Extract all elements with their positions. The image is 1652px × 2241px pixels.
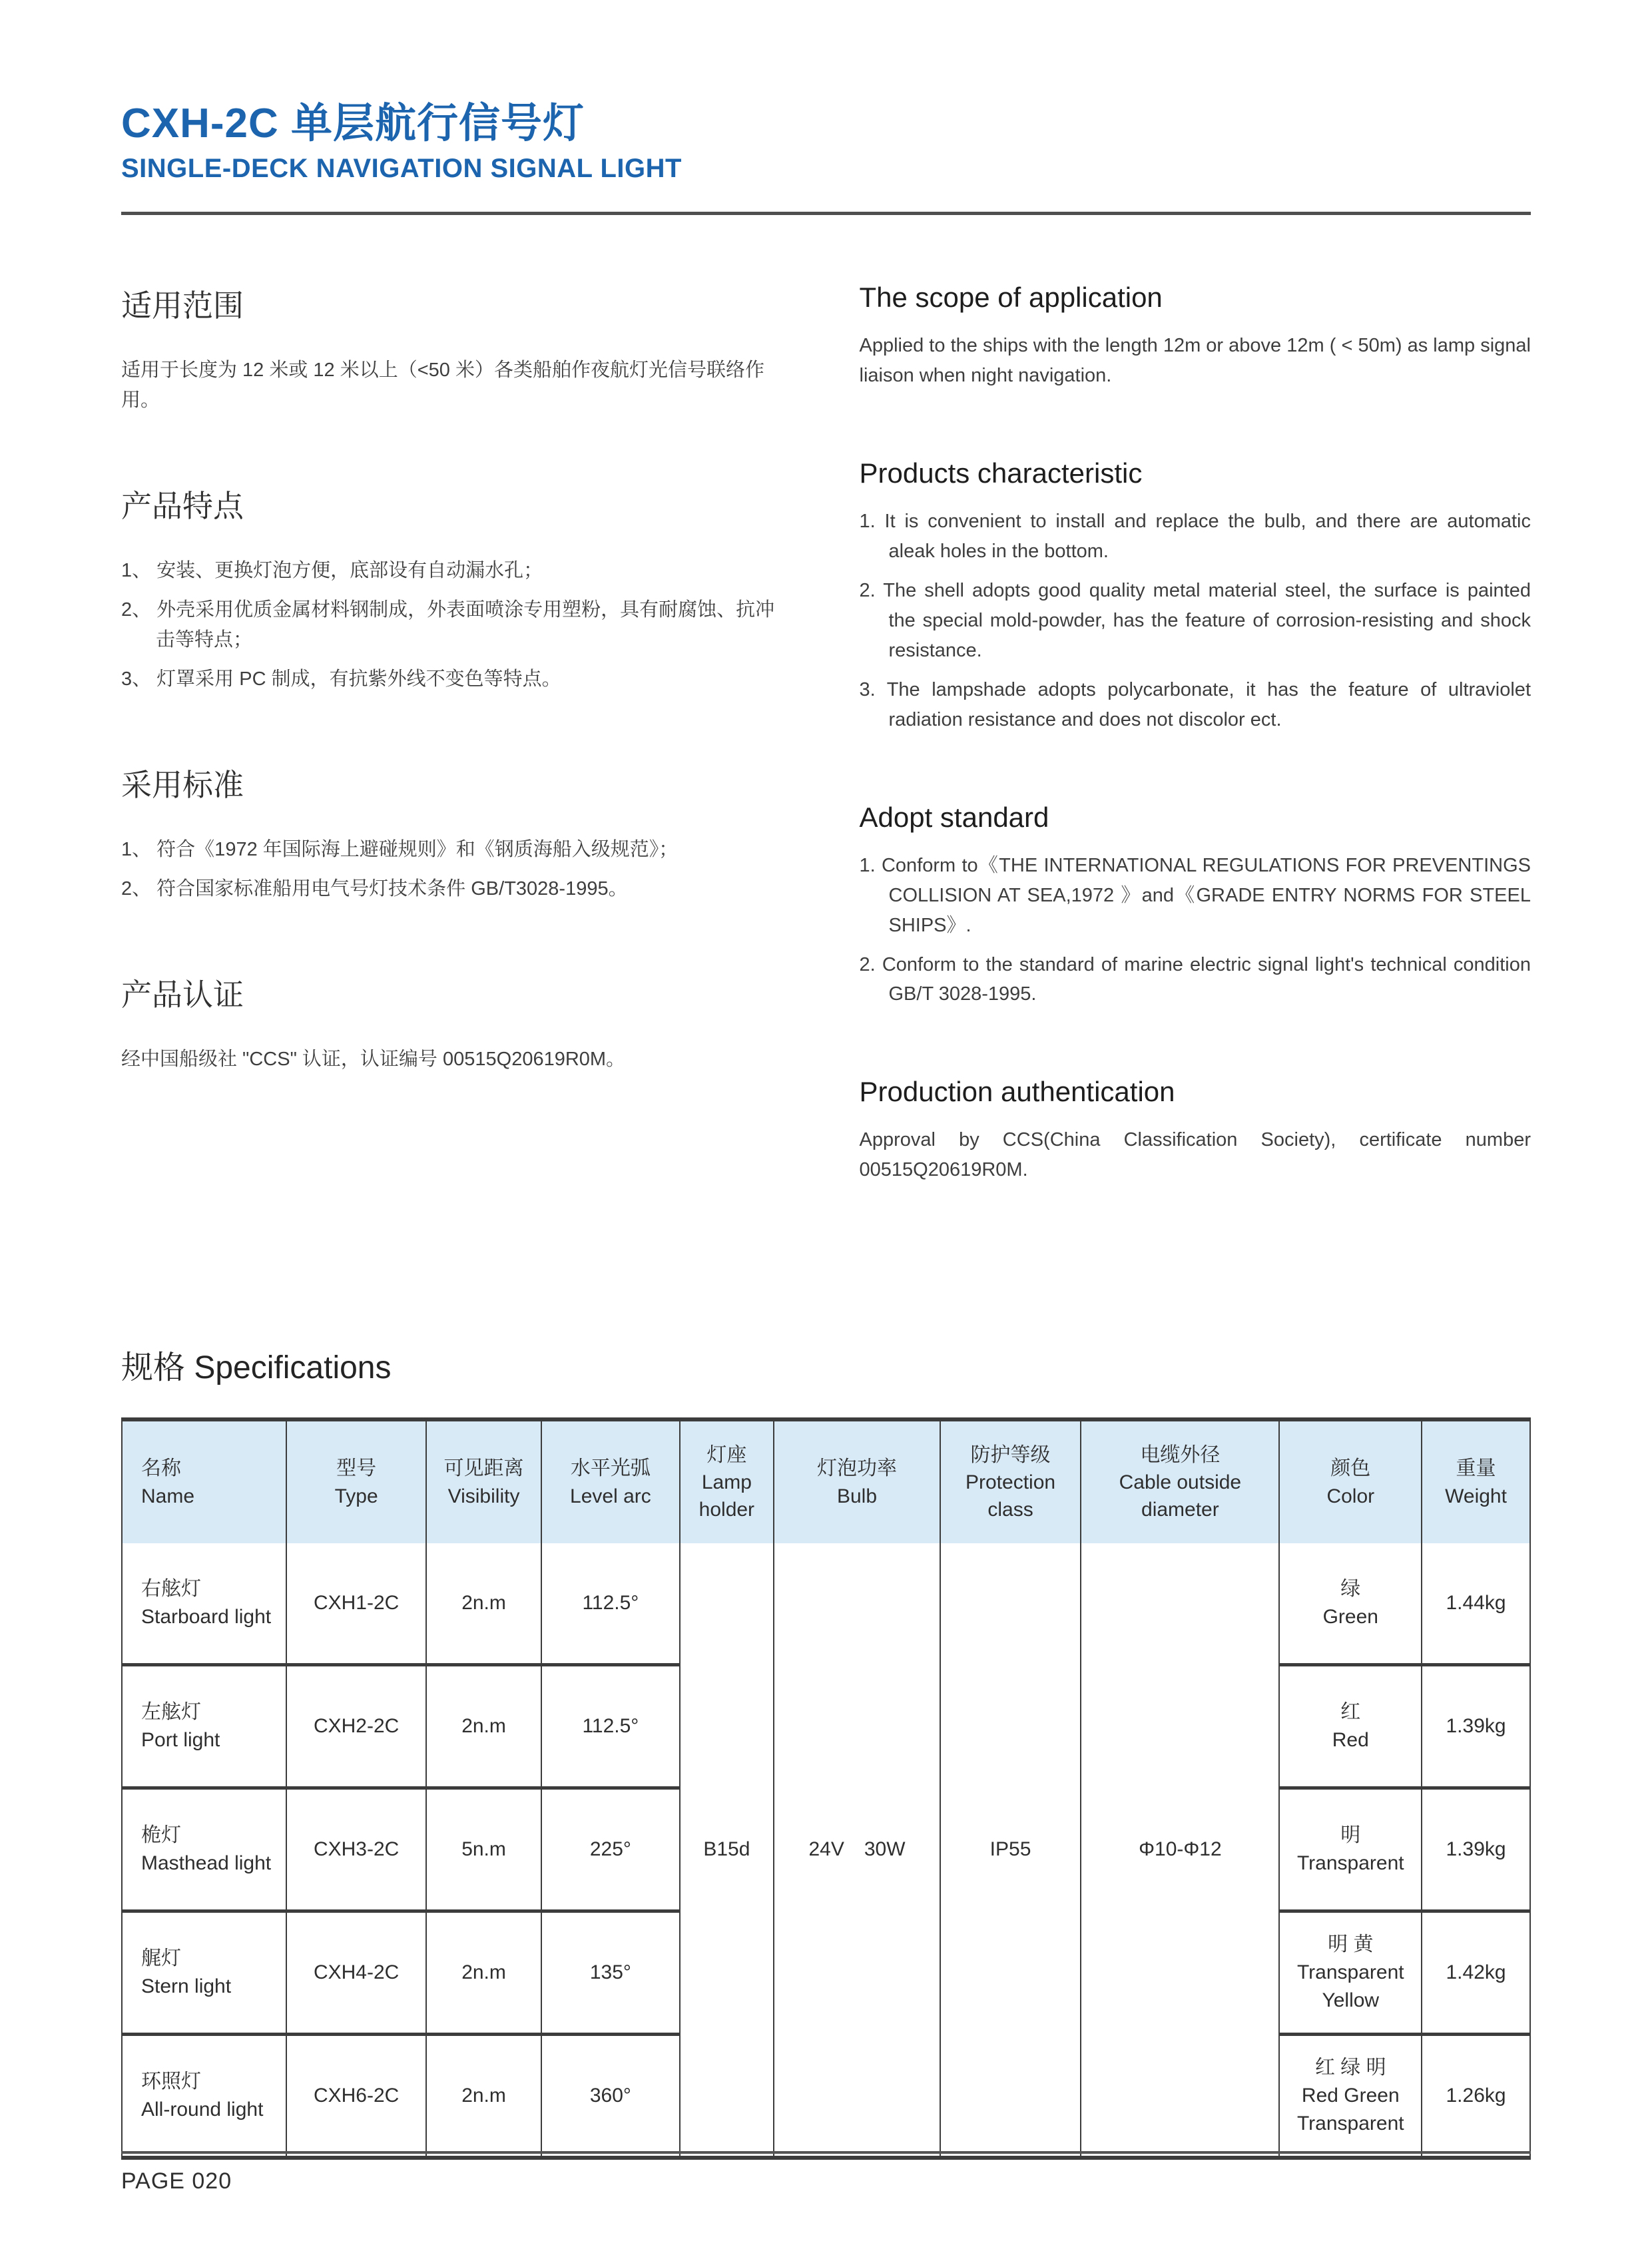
certification-heading-zh: 产品认证	[121, 977, 244, 1012]
name-en: Masthead light	[141, 1852, 272, 1875]
header-zh: 电缆外径	[1140, 1443, 1221, 1466]
section-standard-zh	[121, 761, 793, 904]
header-zh: 灯座	[706, 1443, 747, 1466]
color-en: Transparent	[1296, 1852, 1404, 1875]
cell-visibility: 2n.m	[426, 1665, 541, 1788]
cell-color	[1279, 2035, 1422, 2158]
color-zh: 红 绿 明	[1314, 2057, 1386, 2079]
header-en: Color	[1326, 1485, 1375, 1507]
color-en: Red Green Transparent	[1296, 2085, 1404, 2135]
name-zh: 桅灯	[141, 1824, 181, 1847]
cell-color	[1279, 1543, 1422, 1665]
scope-body-zh: 适用于长度为 12 米或 12 米以上（<50 米）各类船舶作夜航灯光信号联络作用。	[121, 360, 764, 411]
features-heading-en: Products characteristic	[859, 457, 1143, 489]
header-en: Visibility	[447, 1485, 520, 1507]
list-item: 2. The shell adopts good quality metal material steel, the surface is painted the special mold-powder, has the feature of corrosion-resisting and shock resistance.	[859, 580, 1531, 661]
section-certification-en	[860, 1076, 1531, 1185]
header-zh: 水平光弧	[570, 1457, 651, 1480]
certification-heading-en: Production authentication	[859, 1076, 1175, 1108]
color-en: Transparent Yellow	[1296, 1961, 1404, 2012]
name-en: Stern light	[141, 1975, 232, 1998]
scope-heading-zh: 适用范围	[121, 288, 244, 324]
features-heading-zh: 产品特点	[121, 489, 244, 524]
specifications-table	[121, 1417, 1531, 2160]
cell-visibility: 2n.m	[426, 1911, 541, 2035]
name-zh: 右舷灯	[141, 1578, 201, 1601]
certification-body-en: Approval by CCS(China Classification Society), certificate number 00515Q20619R0M.	[859, 1129, 1531, 1181]
col-header-protection	[940, 1419, 1081, 1543]
cell-color	[1279, 1665, 1422, 1788]
name-zh: 艉灯	[141, 1947, 181, 1970]
header-en: Level arc	[570, 1485, 651, 1507]
page-footer	[121, 2151, 1531, 2194]
cell-weight: 1.42kg	[1422, 1911, 1530, 2035]
color-zh: 红	[1340, 1701, 1361, 1724]
cell-color	[1279, 1788, 1422, 1911]
cell-type: CXH6-2C	[286, 2035, 425, 2158]
cell-name	[122, 1543, 286, 1665]
header-en: Bulb	[836, 1485, 878, 1507]
section-certification-zh	[121, 971, 793, 1075]
page-number: PAGE 020	[121, 2168, 232, 2194]
cell-weight: 1.26kg	[1422, 2035, 1530, 2158]
product-title-en: SINGLE-DECK NAVIGATION SIGNAL LIGHT	[121, 154, 682, 184]
header-zh: 重量	[1456, 1457, 1496, 1480]
section-features-en	[860, 457, 1531, 735]
col-header-bulb	[774, 1419, 940, 1543]
table-header-row	[122, 1419, 1530, 1543]
page-header	[121, 100, 1531, 184]
color-zh: 明 黄	[1328, 1933, 1374, 1956]
cell-name	[122, 1911, 286, 2035]
section-standard-en	[860, 802, 1531, 1010]
name-en: Port light	[141, 1729, 220, 1752]
header-zh: 颜色	[1330, 1457, 1371, 1480]
name-zh: 环照灯	[141, 2071, 201, 2093]
cell-visibility: 5n.m	[426, 1788, 541, 1911]
col-header-type	[286, 1419, 425, 1543]
header-zh: 可见距离	[443, 1457, 524, 1480]
col-header-name	[122, 1419, 286, 1543]
standard-list-zh	[121, 835, 793, 904]
section-scope-zh	[121, 282, 793, 415]
name-en: All-round light	[141, 2099, 264, 2121]
cell-color	[1279, 1911, 1422, 2035]
cell-type: CXH1-2C	[286, 1543, 425, 1665]
two-column-body	[121, 282, 1531, 1185]
header-en: Name	[141, 1485, 195, 1507]
list-item: 2、 符合国家标准船用电气号灯技术条件 GB/T3028-1995。	[121, 877, 628, 899]
list-item: 3、 灯罩采用 PC 制成，有抗紫外线不变色等特点。	[121, 668, 561, 690]
cell-level-arc: 112.5°	[541, 1543, 679, 1665]
col-header-color	[1279, 1419, 1422, 1543]
header-zh: 名称	[141, 1457, 181, 1480]
header-en: Cable outside diameter	[1119, 1471, 1242, 1521]
product-title-zh: CXH-2C 单层航行信号灯	[121, 101, 585, 146]
chinese-column	[121, 282, 793, 1185]
col-header-visibility	[426, 1419, 541, 1543]
list-item: 3. The lampshade adopts polycarbonate, it has the feature of ultraviolet radiation resistance and does not discolor ect.	[859, 678, 1531, 730]
color-zh: 明	[1340, 1824, 1361, 1847]
color-zh: 绿	[1340, 1578, 1361, 1601]
cell-level-arc: 112.5°	[541, 1665, 679, 1788]
cell-protection-shared: IP55	[940, 1543, 1081, 2158]
color-en: Red	[1332, 1729, 1369, 1752]
col-header-lamp-holder	[680, 1419, 774, 1543]
standard-heading-en: Adopt standard	[859, 801, 1049, 833]
list-item: 1、 安装、更换灯泡方便，底部设有自动漏水孔；	[121, 560, 543, 582]
scope-body-en: Applied to the ships with the length 12m or above 12m ( < 50m) as lamp signal liaison when night navigation.	[859, 335, 1531, 387]
cell-name	[122, 1788, 286, 1911]
cell-cable-shared: Φ10-Φ12	[1081, 1543, 1279, 2158]
cell-type: CXH3-2C	[286, 1788, 425, 1911]
cell-type: CXH2-2C	[286, 1665, 425, 1788]
header-zh: 灯泡功率	[817, 1457, 897, 1480]
list-item: 2. Conform to the standard of marine electric signal light's technical condition GB/T 3028-1995.	[859, 953, 1531, 1005]
name-zh: 左舷灯	[141, 1701, 201, 1724]
section-features-zh	[121, 482, 793, 694]
cell-level-arc: 225°	[541, 1788, 679, 1911]
cell-visibility: 2n.m	[426, 1543, 541, 1665]
standard-heading-zh: 采用标准	[121, 767, 244, 802]
cell-bulb-shared: 24V 30W	[774, 1543, 940, 2158]
cell-visibility: 2n.m	[426, 2035, 541, 2158]
table-row	[122, 1543, 1530, 1665]
list-item: 2、 外壳采用优质金属材料钢制成，外表面喷涂专用塑粉，具有耐腐蚀、抗冲击等特点；	[121, 599, 775, 651]
english-column	[860, 282, 1531, 1185]
col-header-weight	[1422, 1419, 1530, 1543]
footer-divider	[121, 2151, 1531, 2154]
col-header-level-arc	[541, 1419, 679, 1543]
standard-list-en	[860, 851, 1531, 1010]
col-header-cable	[1081, 1419, 1279, 1543]
name-en: Starboard light	[141, 1606, 272, 1628]
cell-name	[122, 1665, 286, 1788]
specifications-section	[121, 1342, 1531, 2160]
color-en: Green	[1322, 1606, 1378, 1628]
list-item: 1. It is convenient to install and replace the bulb, and there are automatic aleak holes in the bottom.	[859, 511, 1531, 563]
cell-weight: 1.39kg	[1422, 1788, 1530, 1911]
cell-level-arc: 135°	[541, 1911, 679, 2035]
header-en: Type	[334, 1485, 378, 1507]
section-scope-en	[860, 282, 1531, 391]
list-item: 1. Conform to《THE INTERNATIONAL REGULATIONS FOR PREVENTINGS COLLISION AT SEA,1972 》and《GRADE ENTRY NORMS FOR STEEL SHIPS》.	[859, 854, 1531, 936]
header-en: Weight	[1445, 1485, 1507, 1507]
cell-level-arc: 360°	[541, 2035, 679, 2158]
header-zh: 型号	[336, 1457, 377, 1480]
list-item: 1、 符合《1972 年国际海上避碰规则》和《钢质海船入级规范》；	[121, 838, 679, 860]
header-en: Lamp holder	[698, 1471, 755, 1521]
header-en: Protection class	[965, 1471, 1056, 1521]
cell-name	[122, 2035, 286, 2158]
cell-weight: 1.44kg	[1422, 1543, 1530, 1665]
features-list-en	[860, 507, 1531, 735]
header-divider	[121, 212, 1531, 215]
cell-lamp-holder-shared: B15d	[680, 1543, 774, 2158]
cell-type: CXH4-2C	[286, 1911, 425, 2035]
features-list-zh	[121, 556, 793, 694]
specifications-heading: 规格 Specifications	[121, 1350, 392, 1386]
certification-body-zh: 经中国船级社 "CCS" 认证，认证编号 00515Q20619R0M。	[121, 1048, 626, 1070]
header-zh: 防护等级	[970, 1443, 1051, 1466]
cell-weight: 1.39kg	[1422, 1665, 1530, 1788]
scope-heading-en: The scope of application	[859, 282, 1163, 314]
